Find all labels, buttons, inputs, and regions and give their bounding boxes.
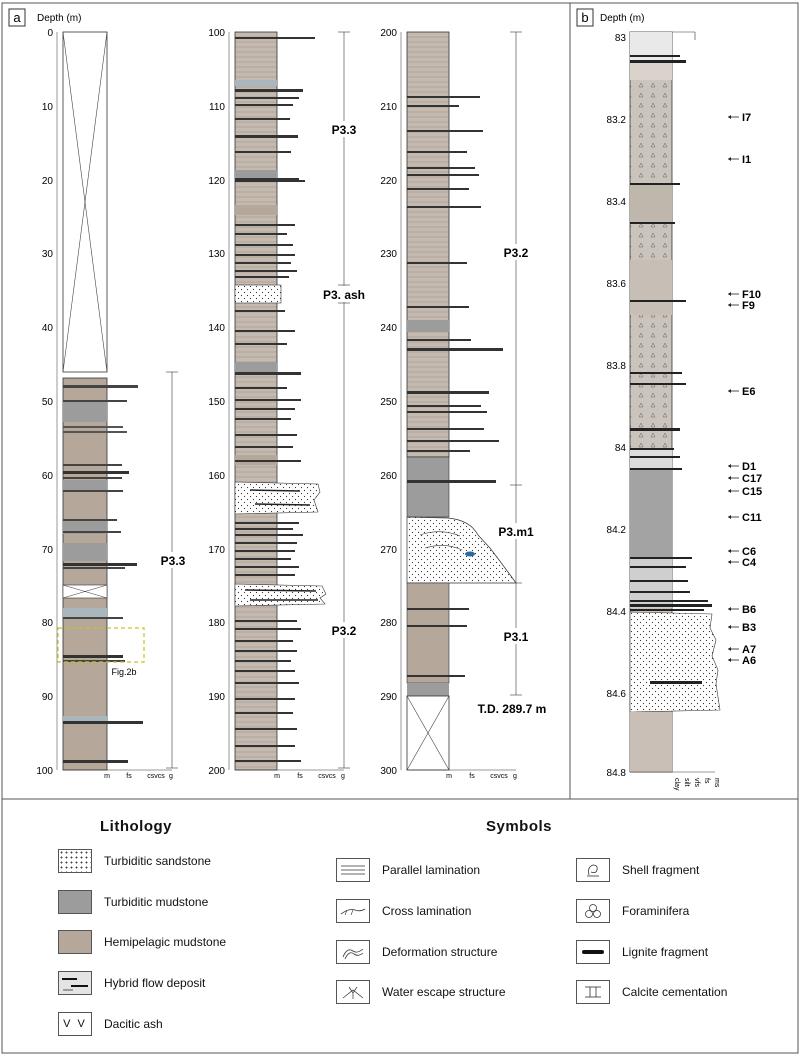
grain-tick: csvcs (318, 773, 336, 780)
sample-label: F9 (742, 300, 755, 312)
symbol-legend-item (336, 939, 497, 965)
colb-tick: 83.6 (606, 279, 626, 290)
sample-label: E6 (742, 386, 756, 398)
unit-label: P3. ash (322, 288, 366, 302)
unit-label: P3.2 (503, 246, 529, 260)
depth-axis-label-a: Depth (m) (37, 13, 82, 24)
log-column-2 (208, 28, 370, 780)
legend-label: Cross lamination (382, 904, 472, 918)
grain-tick: fs (297, 773, 303, 780)
colb-tick: 83.4 (606, 197, 626, 208)
grain-tick: csvcs (147, 773, 165, 780)
sample-label: D1 (742, 461, 757, 473)
grain-tick: csvcs (490, 773, 508, 780)
colb-tick: 84.2 (606, 525, 626, 536)
sample-marker (728, 622, 756, 634)
col1-tick: 90 (41, 692, 53, 703)
col1-depth-ticks (36, 28, 53, 777)
sample-label: C6 (742, 546, 757, 558)
legend-label: Parallel lamination (382, 863, 481, 877)
symbol-legend-item (576, 898, 689, 924)
sample-marker (728, 386, 755, 398)
legend-label: Hemipelagic mudstone (104, 935, 227, 949)
sample-label: C4 (742, 557, 757, 569)
sample-marker (728, 512, 762, 524)
symbol-legend-item (576, 979, 727, 1005)
col1-tick: 30 (41, 249, 53, 260)
sample-label: C15 (742, 486, 763, 498)
grain-tick: m (274, 773, 280, 780)
sample-marker (728, 300, 755, 312)
sample-label: C17 (742, 473, 763, 485)
sample-label: C11 (742, 512, 762, 524)
lithology-legend-item (58, 1011, 163, 1037)
grain-tick: g (169, 773, 173, 780)
sample-marker (728, 473, 762, 485)
sample-label: F10 (742, 289, 761, 301)
col3-grain-axis (446, 773, 517, 780)
panel-a-label: a (13, 10, 21, 25)
colb-grain-axis (673, 778, 720, 791)
col1-tick: 40 (41, 323, 53, 334)
sample-label: A6 (742, 655, 757, 667)
col3-tick: 240 (380, 323, 397, 334)
sample-marker (728, 557, 757, 569)
unit-label: P3.3 (160, 554, 186, 568)
dotted-sand-icon (58, 849, 92, 873)
col3-tick: 300 (380, 766, 397, 777)
col2-tick: 170 (208, 545, 225, 556)
colb-tick: 84.6 (606, 689, 626, 700)
unit-label: P3.1 (503, 630, 529, 644)
legend-label: Shell fragment (622, 863, 700, 877)
shell-icon (576, 858, 610, 882)
log-column-1 (36, 28, 193, 780)
sample-marker (728, 154, 751, 166)
grain-tick: vfs (693, 778, 700, 787)
sample-label: B3 (742, 622, 757, 634)
col1-tick: 80 (41, 618, 53, 629)
legend-label: Dacitic ash (104, 1017, 163, 1031)
colb-depth-ticks (607, 33, 627, 779)
brown-fill-icon (58, 930, 92, 954)
unit-label: P3.m1 (498, 525, 534, 539)
grain-tick: fs (469, 773, 475, 780)
cross-lamination-icon (336, 899, 370, 923)
symbol-legend-item (336, 857, 480, 883)
sample-marker (728, 461, 756, 473)
col2-tick: 100 (208, 28, 225, 39)
depth-axis-label-b: Depth (m) (600, 13, 645, 24)
legend-label: Foraminifera (622, 904, 690, 918)
grain-tick: m (446, 773, 452, 780)
sample-label: I7 (742, 112, 752, 124)
col3-tick: 260 (380, 471, 397, 482)
legend-label: Turbiditic sandstone (104, 854, 211, 868)
legend-label: Deformation structure (382, 945, 498, 959)
deformation-icon (336, 940, 370, 964)
col3-tick: 250 (380, 397, 397, 408)
col3-tick: 290 (380, 692, 397, 703)
col2-tick: 140 (208, 323, 225, 334)
col2-tick: 150 (208, 397, 225, 408)
sample-marker (728, 655, 756, 667)
symbols-legend-title: Symbols (486, 818, 553, 835)
col2-depth-ticks (208, 28, 225, 777)
col2-tick: 130 (208, 249, 225, 260)
col1-tick: 50 (41, 397, 53, 408)
grain-tick: fs (126, 773, 132, 780)
col1-tick: 60 (41, 471, 53, 482)
symbol-legend-item (576, 939, 708, 965)
lignite-icon (576, 940, 610, 964)
water-escape-icon (336, 980, 370, 1004)
grain-tick: clay (673, 778, 680, 791)
sample-label: B6 (742, 604, 757, 616)
col3-tick: 280 (380, 618, 397, 629)
col1-grain-axis (104, 773, 173, 780)
col3-tick: 220 (380, 176, 397, 187)
legend-label: Lignite fragment (622, 945, 709, 959)
col2-grain-axis (274, 773, 345, 780)
legend-label: Turbiditic mudstone (104, 895, 209, 909)
col1-tick: 70 (41, 545, 53, 556)
v-ash-icon: V V (58, 1012, 92, 1036)
colb-tick: 83.8 (606, 361, 626, 372)
colb-tick: 83 (614, 33, 626, 44)
sample-marker (728, 112, 751, 124)
log-column-3 (380, 28, 546, 780)
sample-marker (728, 486, 762, 498)
lithology-legend-item (58, 970, 205, 996)
legend-label: Water escape structure (382, 985, 506, 999)
detail-log-column (607, 32, 720, 791)
grain-tick: g (513, 773, 517, 780)
symbol-legend-item (336, 898, 471, 924)
grain-tick: g (341, 773, 345, 780)
col1-tick: 100 (36, 766, 53, 777)
legend (0, 800, 800, 1055)
panel-b-label: b (581, 10, 589, 25)
col2-tick: 180 (208, 618, 225, 629)
col3-tick: 230 (380, 249, 397, 260)
parallel-lamination-icon (336, 858, 370, 882)
foraminifera-icon (576, 899, 610, 923)
colb-tick: 84.8 (606, 768, 626, 779)
sample-markers (728, 112, 762, 667)
col2-tick: 120 (208, 176, 225, 187)
grey-fill-icon (58, 890, 92, 914)
legend-label: Calcite cementation (622, 985, 728, 999)
fig2b-callout-label: Fig.2b (111, 667, 137, 677)
unit-label: P3.3 (331, 123, 357, 137)
sample-label: A7 (742, 644, 757, 656)
col2-tick: 160 (208, 471, 225, 482)
sample-label: I1 (742, 154, 752, 166)
col3-tick: 210 (380, 102, 397, 113)
grain-tick: ms (713, 778, 720, 788)
lithology-legend-item (58, 929, 226, 955)
col3-tick: 270 (380, 545, 397, 556)
colb-tick: 84 (614, 443, 626, 454)
unit-label: P3.2 (331, 624, 357, 638)
col1-tick: 20 (41, 176, 53, 187)
col2-tick: 190 (208, 692, 225, 703)
col1-tick: 10 (41, 102, 53, 113)
symbol-legend-item (336, 979, 506, 1005)
col2-tick: 110 (209, 102, 225, 113)
calcite-icon (576, 980, 610, 1004)
symbol-legend-item (576, 857, 699, 883)
hybrid-flow-icon (58, 971, 92, 995)
col2-tick: 200 (208, 766, 225, 777)
total-depth-label: T.D. 289.7 m (477, 702, 547, 716)
col3-tick: 200 (380, 28, 397, 39)
grain-tick: silt (683, 778, 690, 787)
colb-tick: 83.2 (606, 115, 626, 126)
grain-tick: fs (703, 778, 710, 784)
lithology-legend-item (58, 889, 208, 915)
sample-marker (728, 604, 756, 616)
col1-tick: 0 (47, 28, 53, 39)
lithology-legend-item (58, 848, 211, 874)
colb-tick: 84.4 (606, 607, 626, 618)
legend-label: Hybrid flow deposit (104, 976, 206, 990)
grain-tick: m (104, 773, 110, 780)
lithology-legend-title: Lithology (100, 818, 172, 835)
col3-depth-ticks (380, 28, 397, 777)
